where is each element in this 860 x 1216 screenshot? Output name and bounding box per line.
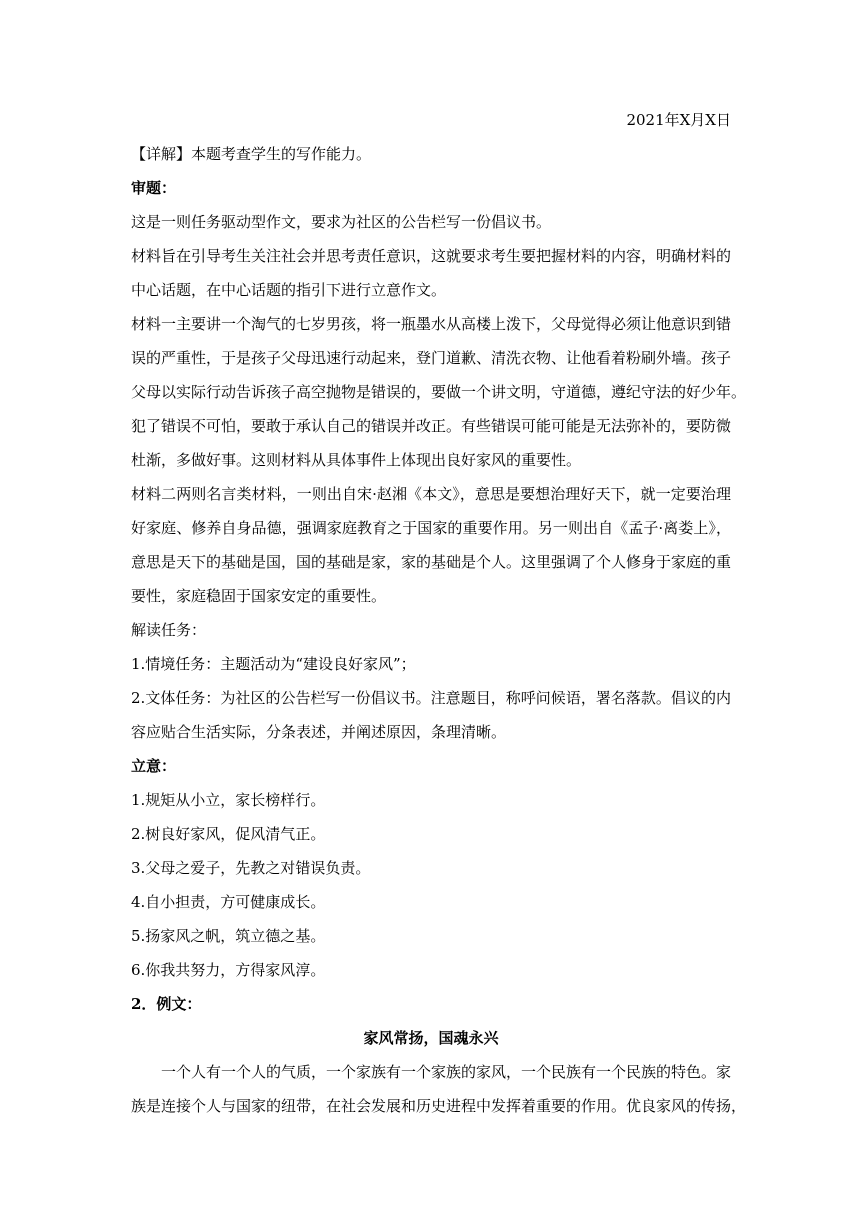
paragraph-3-line-3: 父母以实际行动告诉孩子高空抛物是错误的，要做一个讲文明，守道德，遵纪守法的好少年。 bbox=[131, 383, 747, 401]
task-heading: 解读任务： bbox=[131, 621, 207, 639]
essay-line-1: 一个人有一个人的气质，一个家族有一个家族的家风，一个民族有一个民族的特色。家 bbox=[161, 1063, 732, 1081]
paragraph-4-line-1: 材料二两则名言类材料，一则出自宋·赵湘《本文》，意思是要想治理好天下，就一定要治理 bbox=[131, 485, 731, 503]
liyi-item-6: 6.你我共努力，方得家风淳。 bbox=[131, 961, 326, 979]
essay-title: 家风常扬，国魂永兴 bbox=[363, 1029, 499, 1047]
detail-intro: 【详解】本题考查学生的写作能力。 bbox=[131, 145, 372, 163]
paragraph-4-line-4: 要性，家庭稳固于国家安定的重要性。 bbox=[131, 587, 387, 605]
shenti-heading: 审题： bbox=[131, 179, 177, 197]
paragraph-3-line-2: 误的严重性，于是孩子父母迅速行动起来，登门道歉、清洗衣物、让他看着粉刷外墙。孩子 bbox=[131, 349, 732, 367]
liyi-item-1: 1.规矩从小立，家长榜样行。 bbox=[131, 791, 326, 809]
liyi-item-3: 3.父母之爱子，先教之对错误负责。 bbox=[131, 859, 371, 877]
liyi-heading: 立意： bbox=[131, 757, 177, 775]
paragraph-3-line-1: 材料一主要讲一个淘气的七岁男孩，将一瓶墨水从高楼上泼下，父母觉得必须让他意识到错 bbox=[131, 315, 732, 333]
task-item-2-line-2: 容应贴合生活实际，分条表述，并阐述原因，条理清晰。 bbox=[131, 723, 507, 741]
liyi-item-2: 2.树良好家风，促风清气正。 bbox=[131, 825, 326, 843]
example-heading: 2．例文： bbox=[131, 995, 202, 1013]
liyi-item-4: 4.自小担责，方可健康成长。 bbox=[131, 893, 326, 911]
task-item-2-line-1: 2.文体任务：为社区的公告栏写一份倡议书。注意题目，称呼问候语，署名落款。倡议的内 bbox=[131, 689, 731, 707]
task-item-1: 1.情境任务：主题活动为“建设良好家风”； bbox=[131, 655, 416, 673]
paragraph-3-line-4: 犯了错误不可怕，要敢于承认自己的错误并改正。有些错误可能可能是无法弥补的，要防微 bbox=[131, 417, 732, 435]
paragraph-3-line-5: 杜渐，多做好事。这则材料从具体事件上体现出良好家风的重要性。 bbox=[131, 451, 582, 469]
paragraph-4-line-2: 好家庭、修养自身品德，强调家庭教育之于国家的重要作用。另一则出自《孟子·离娄上》， bbox=[131, 519, 731, 537]
paragraph-1: 这是一则任务驱动型作文，要求为社区的公告栏写一份倡议书。 bbox=[131, 213, 552, 231]
paragraph-2-line-2: 中心话题，在中心话题的指引下进行立意作文。 bbox=[131, 281, 447, 299]
essay-line-2: 族是连接个人与国家的纽带，在社会发展和历史进程中发挥着重要的作用。优良家风的传扬， bbox=[131, 1097, 747, 1115]
document-date: 2021年X月X日 bbox=[626, 111, 731, 129]
paragraph-2-line-1: 材料旨在引导考生关注社会并思考责任意识，这就要求考生要把握材料的内容，明确材料的 bbox=[131, 247, 732, 265]
liyi-item-5: 5.扬家风之帆，筑立德之基。 bbox=[131, 927, 326, 945]
paragraph-4-line-3: 意思是天下的基础是国，国的基础是家，家的基础是个人。这里强调了个人修身于家庭的重 bbox=[131, 553, 732, 571]
